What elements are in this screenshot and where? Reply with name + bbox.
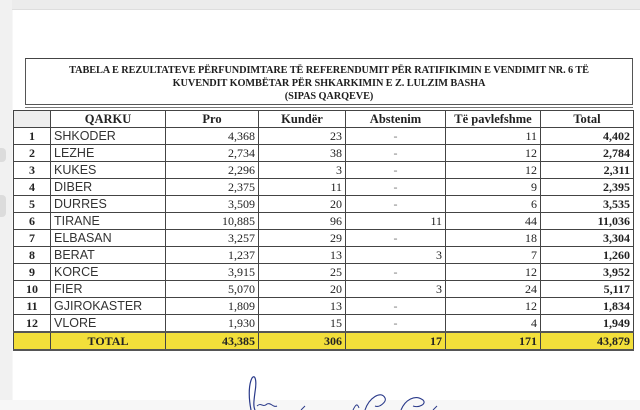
kunder-value: 38 <box>259 145 346 162</box>
total-value: 1,260 <box>541 247 634 264</box>
row-number: 3 <box>14 162 51 179</box>
row-number: 5 <box>14 196 51 213</box>
table-row <box>14 213 634 230</box>
abstenim-value: - <box>346 196 446 213</box>
kunder-value: 20 <box>259 196 346 213</box>
abstenim-value: - <box>346 162 446 179</box>
total-value: 1,949 <box>541 315 634 333</box>
table-row <box>14 162 634 179</box>
table-row <box>14 264 634 281</box>
row-number: 4 <box>14 179 51 196</box>
pavlefshme-value: 24 <box>446 281 541 298</box>
table-row <box>14 145 634 162</box>
kunder-value: 96 <box>259 213 346 230</box>
kunder-value: 15 <box>259 315 346 333</box>
kunder-value: 25 <box>259 264 346 281</box>
total-value: 4,402 <box>541 128 634 145</box>
total-value: 1,834 <box>541 298 634 315</box>
divider <box>25 107 633 108</box>
pavlefshme-value: 4 <box>446 315 541 333</box>
qarku-name: TIRANE <box>51 213 166 230</box>
pro-value: 5,070 <box>166 281 259 298</box>
row-number: 10 <box>14 281 51 298</box>
table-header-row <box>14 111 634 128</box>
qarku-name: SHKODER <box>51 128 166 145</box>
header-kunder: Kundër <box>259 111 346 128</box>
results-table <box>13 110 634 351</box>
total-value: 2,784 <box>541 145 634 162</box>
header-abstenim: Abstenim <box>346 111 446 128</box>
table-row <box>14 247 634 264</box>
header-qarku: QARKU <box>51 111 166 128</box>
table-row <box>14 179 634 196</box>
pavlefshme-value: 18 <box>446 230 541 247</box>
qarku-name: VLORE <box>51 315 166 333</box>
pro-value: 1,809 <box>166 298 259 315</box>
pavlefshme-value: 7 <box>446 247 541 264</box>
abstenim-value: - <box>346 230 446 247</box>
row-number: 7 <box>14 230 51 247</box>
kunder-value: 13 <box>259 298 346 315</box>
pavlefshme-value: 12 <box>446 298 541 315</box>
qarku-name: LEZHE <box>51 145 166 162</box>
document-page <box>13 10 640 400</box>
abstenim-value: - <box>346 298 446 315</box>
qarku-name: FIER <box>51 281 166 298</box>
viewer-side-gutter <box>0 0 12 400</box>
total-value: 2,311 <box>541 162 634 179</box>
pro-value: 10,885 <box>166 213 259 230</box>
pro-value: 3,257 <box>166 230 259 247</box>
qarku-name: KORCE <box>51 264 166 281</box>
row-number: 9 <box>14 264 51 281</box>
viewer-top-bar <box>0 0 640 10</box>
pavlefshme-value: 6 <box>446 196 541 213</box>
header-num <box>14 111 51 128</box>
abstenim-value: - <box>346 264 446 281</box>
total-label: TOTAL <box>51 332 166 350</box>
kunder-value: 13 <box>259 247 346 264</box>
table-row <box>14 196 634 213</box>
pavlefshme-value: 12 <box>446 162 541 179</box>
kunder-value: 23 <box>259 128 346 145</box>
gutter-handle[interactable] <box>0 148 6 162</box>
pro-value: 4,368 <box>166 128 259 145</box>
total-pavlefshme: 171 <box>446 332 541 350</box>
pro-value: 1,930 <box>166 315 259 333</box>
pro-value: 3,915 <box>166 264 259 281</box>
table-row <box>14 230 634 247</box>
abstenim-value: 3 <box>346 281 446 298</box>
total-total: 43,879 <box>541 332 634 350</box>
row-number: 8 <box>14 247 51 264</box>
total-value: 3,952 <box>541 264 634 281</box>
table-row <box>14 281 634 298</box>
abstenim-value: 3 <box>346 247 446 264</box>
gutter-handle[interactable] <box>0 195 6 217</box>
pavlefshme-value: 12 <box>446 145 541 162</box>
pro-value: 2,296 <box>166 162 259 179</box>
abstenim-value: - <box>346 315 446 333</box>
table-row <box>14 315 634 333</box>
title-line-1: TABELA E REZULTATEVE PËRFUNDIMTARE TË REFERENDUMIT PËR RATIFIKIMIN E VENDIMIT NR. 6 TË <box>69 65 589 76</box>
pavlefshme-value: 11 <box>446 128 541 145</box>
abstenim-value: - <box>346 145 446 162</box>
header-pavlefshme: Të pavlefshme <box>446 111 541 128</box>
total-value: 5,117 <box>541 281 634 298</box>
qarku-name: ELBASAN <box>51 230 166 247</box>
total-abstenim: 17 <box>346 332 446 350</box>
kunder-value: 29 <box>259 230 346 247</box>
total-value: 2,395 <box>541 179 634 196</box>
table-row <box>14 128 634 145</box>
row-number: 2 <box>14 145 51 162</box>
kunder-value: 20 <box>259 281 346 298</box>
total-row-num <box>14 332 51 350</box>
qarku-name: KUKES <box>51 162 166 179</box>
header-pro: Pro <box>166 111 259 128</box>
signature-image <box>243 372 523 410</box>
row-number: 6 <box>14 213 51 230</box>
abstenim-value: 11 <box>346 213 446 230</box>
row-number: 11 <box>14 298 51 315</box>
total-value: 11,036 <box>541 213 634 230</box>
title-line-2: KUVENDIT KOMBËTAR PËR SHKARKIMIN E Z. LULZIM BASHA <box>172 78 486 89</box>
pavlefshme-value: 9 <box>446 179 541 196</box>
total-pro: 43,385 <box>166 332 259 350</box>
total-row <box>14 332 634 350</box>
pavlefshme-value: 44 <box>446 213 541 230</box>
kunder-value: 3 <box>259 162 346 179</box>
qarku-name: BERAT <box>51 247 166 264</box>
pro-value: 2,734 <box>166 145 259 162</box>
kunder-value: 11 <box>259 179 346 196</box>
pro-value: 1,237 <box>166 247 259 264</box>
abstenim-value: - <box>346 179 446 196</box>
total-value: 3,304 <box>541 230 634 247</box>
row-number: 1 <box>14 128 51 145</box>
document-title <box>25 58 633 105</box>
pro-value: 2,375 <box>166 179 259 196</box>
pro-value: 3,509 <box>166 196 259 213</box>
abstenim-value: - <box>346 128 446 145</box>
row-number: 12 <box>14 315 51 333</box>
total-value: 3,535 <box>541 196 634 213</box>
total-kunder: 306 <box>259 332 346 350</box>
title-line-3: (SIPAS QARQEVE) <box>284 91 374 102</box>
qarku-name: GJIROKASTER <box>51 298 166 315</box>
qarku-name: DIBER <box>51 179 166 196</box>
pavlefshme-value: 12 <box>446 264 541 281</box>
table-row <box>14 298 634 315</box>
qarku-name: DURRES <box>51 196 166 213</box>
header-total: Total <box>541 111 634 128</box>
